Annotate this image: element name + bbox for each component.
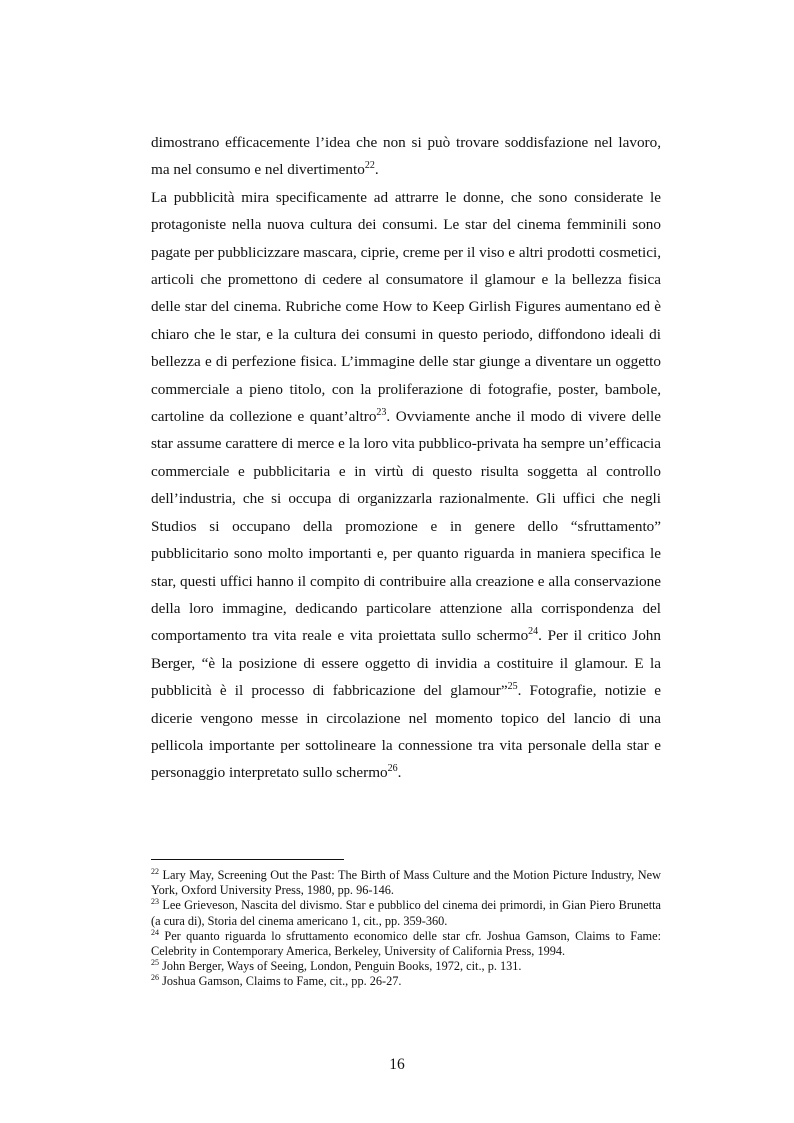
footnote-number: 26 — [151, 973, 159, 983]
page-number: 16 — [389, 1056, 405, 1073]
footnote: $^{22}$ Lary May, Screening Out the Past: The Birth of Mass Culture and the Motion Picture Industry, New York, Oxford University Press, 1980, pp. 96-146. — [151, 866, 661, 898]
footnote-number: 24 — [151, 927, 159, 937]
footnote-ref[interactable]: 25 — [507, 681, 518, 693]
footnote-ref[interactable]: 24 — [528, 626, 539, 638]
footnote-ref[interactable]: 22 — [364, 160, 375, 172]
footnote: $^{23}$ Lee Grieveson, Nascita del divismo. Star e pubblico del cinema dei primordi, in Gian Piero Brunetta (a cura di), Storia del cinema americano 1, cit., pp. 359-360. — [151, 897, 661, 928]
footnote-number: 23 — [151, 897, 159, 907]
footnote: $^{26}$ Joshua Gamson, Claims to Fame, cit., pp. 26-27. — [151, 973, 402, 989]
footnotes — [151, 868, 661, 990]
footnote-separator — [151, 859, 344, 860]
paragraph-continuation: dimostrano efficacemente l’idea che non si può trovare soddisfazione nel lavoro, ma nel consumo e nel divertimento$^{22}$. — [151, 134, 661, 179]
footnote-number: 22 — [151, 866, 159, 876]
footnote-ref[interactable]: 26 — [387, 763, 398, 775]
footnote-number: 25 — [151, 958, 159, 968]
footnote-ref[interactable]: 23 — [376, 407, 387, 418]
body-text — [151, 129, 661, 787]
footnote: $^{25}$ John Berger, Ways of Seeing, London, Penguin Books, 1972, cit., p. 131. — [151, 958, 522, 974]
footnote: $^{24}$ Per quanto riguarda lo sfruttamento economico delle star cfr. Joshua Gamson, Claims to Fame: Celebrity in Contemporary America, Berkeley, University of California Press, 1994. — [151, 927, 661, 959]
paragraph-advertising: La pubblicità mira specificamente ad attrarre le donne, che sono considerate le protagoniste nella nuova cultura dei consumi. Le star del cinema femminili sono pagate per pubblicizzare mascara, ciprie, creme per il viso e altri prodotti cosmetici, articoli che promettono di cedere al consumatore il glamour e la bellezza fisica delle star del cinema. Rubriche come How to Keep Girlish Figures aumentano ed è chiaro che le star, e la cultura dei consumi in questo periodo, diffondono ideali di bellezza e di perfezione fisica. L’immagine delle star giunge a diventare un oggetto commerciale a pieno titolo, con la proliferazione di fotografie, poster, bambole, cartoline da collezione e quant’altro$^{23}$. Ovviamente anche il modo di vivere delle star assume carattere di merce e la loro vita pubblico-privata ha sempre un’efficacia commerciale e pubblicitaria e in virtù di questo risulta soggetta al controllo dell’industria, che si occupa di organizzarla razionalmente. Gli uffici che negli Studios si occupano della promozione e in genere dello “sfruttamento” pubblicitario sono molto importanti e, per quanto riguarda in maniera specifica le star, questi uffici hanno il compito di contribuire alla creazione e alla conservazione della loro immagine, dedicando particolare attenzione alla corrispondenza del comportamento tra vita reale e vita proiettata sullo schermo$^{24}$. Per il critico John Berger, “è la posizione di essere oggetto di invidia a costituire il glamour. E la pubblicità è il processo di fabbricazione del glamour”$^{25}$. Fotografie, notizie e dicerie vengono messe in circolazione nel momento topico del lancio di una pellicola importante per sottolineare la connessione tra vita personale della star e personaggio interpretato sullo schermo$^{26}$. — [151, 188, 661, 782]
